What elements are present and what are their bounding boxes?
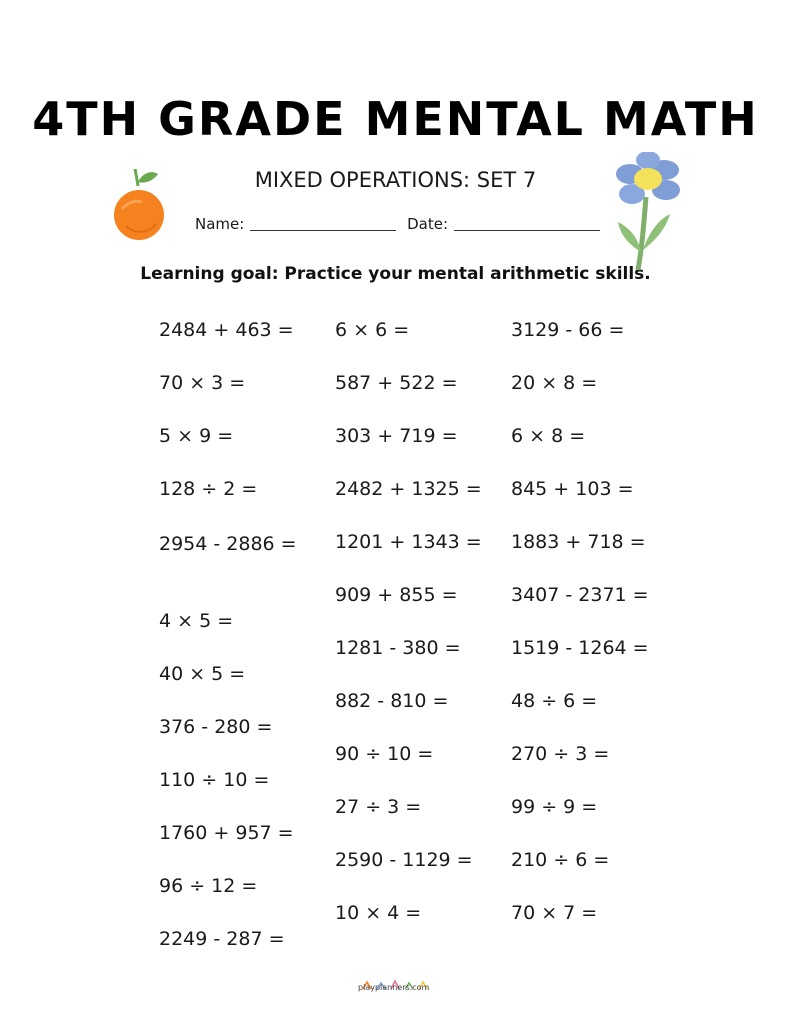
footer-brand: playplanners.com: [358, 983, 430, 992]
math-problem: 210 ÷ 6 =: [511, 849, 610, 871]
math-problem: 10 × 4 =: [335, 902, 422, 924]
date-blank[interactable]: [454, 216, 600, 231]
math-problem: 6 × 6 =: [335, 319, 410, 341]
math-problem: 27 ÷ 3 =: [335, 796, 422, 818]
math-problem: 128 ÷ 2 =: [159, 478, 258, 500]
math-problem: 2484 + 463 =: [159, 319, 294, 341]
math-problem: 90 ÷ 10 =: [335, 743, 434, 765]
math-problem: 40 × 5 =: [159, 663, 246, 685]
flower-icon: [608, 152, 688, 272]
name-label: Name:: [195, 215, 245, 233]
math-problem: 96 ÷ 12 =: [159, 875, 258, 897]
math-problem: 1519 - 1264 =: [511, 637, 649, 659]
math-problem: 99 ÷ 9 =: [511, 796, 598, 818]
math-problem: 587 + 522 =: [335, 372, 458, 394]
math-problem: 110 ÷ 10 =: [159, 769, 270, 791]
math-problem: 845 + 103 =: [511, 478, 634, 500]
math-problem: 2954 - 2886 =: [159, 533, 297, 555]
math-problem: 1883 + 718 =: [511, 531, 646, 553]
math-problem: 4 × 5 =: [159, 610, 234, 632]
math-problem: 70 × 3 =: [159, 372, 246, 394]
page-title: 4TH GRADE MENTAL MATH: [32, 92, 759, 146]
math-problem: 1201 + 1343 =: [335, 531, 482, 553]
math-problem: 2249 - 287 =: [159, 928, 285, 950]
math-problem: 6 × 8 =: [511, 425, 586, 447]
footer-logo: [355, 975, 435, 999]
date-label: Date:: [407, 215, 448, 233]
math-problem: 3129 - 66 =: [511, 319, 625, 341]
math-problem: 48 ÷ 6 =: [511, 690, 598, 712]
math-problem: 2590 - 1129 =: [335, 849, 473, 871]
learning-goal: Learning goal: Practice your mental arithmetic skills.: [140, 264, 651, 284]
math-problem: 882 - 810 =: [335, 690, 449, 712]
math-problem: 5 × 9 =: [159, 425, 234, 447]
name-date-row: [195, 215, 606, 233]
math-problem: 20 × 8 =: [511, 372, 598, 394]
math-problem: 376 - 280 =: [159, 716, 273, 738]
math-problem: 909 + 855 =: [335, 584, 458, 606]
math-problem: 1281 - 380 =: [335, 637, 461, 659]
orange-icon: [108, 164, 170, 246]
math-problem: 303 + 719 =: [335, 425, 458, 447]
page-subtitle: MIXED OPERATIONS: SET 7: [254, 168, 537, 192]
math-problem: 70 × 7 =: [511, 902, 598, 924]
math-problem: 1760 + 957 =: [159, 822, 294, 844]
math-problem: 2482 + 1325 =: [335, 478, 482, 500]
name-blank[interactable]: [250, 216, 396, 231]
math-problem: 270 ÷ 3 =: [511, 743, 610, 765]
math-problem: 3407 - 2371 =: [511, 584, 649, 606]
